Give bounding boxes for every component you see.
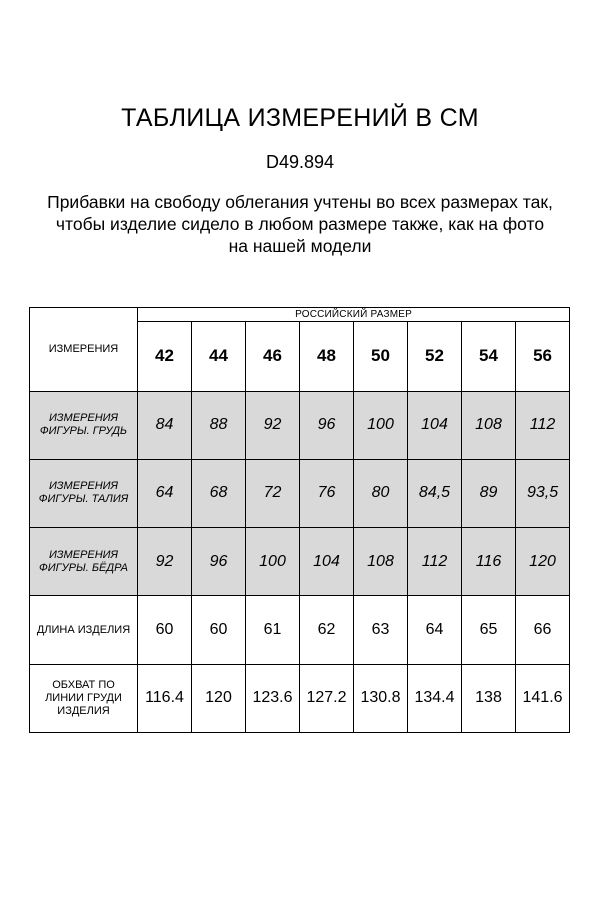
- table-cell: 130.8: [354, 664, 408, 732]
- row-label-line: ФИГУРЫ. ТАЛИЯ: [38, 493, 129, 506]
- table-row: [30, 528, 570, 596]
- row-label: [30, 459, 138, 527]
- table-cell: 72: [246, 459, 300, 527]
- size-header-cell: 46: [246, 322, 300, 391]
- table-cell: 112: [408, 528, 462, 596]
- page-title: ТАБЛИЦА ИЗМЕРЕНИЙ В СМ: [121, 104, 479, 132]
- table-cell: 120: [516, 528, 570, 596]
- table-cell: 68: [192, 459, 246, 527]
- fit-description-line: чтобы изделие сидело в любом размере также, как на фото: [55, 214, 545, 234]
- table-cell: 60: [138, 596, 192, 664]
- row-label-line: ИЗМЕРЕНИЯ: [48, 412, 119, 425]
- table-cell: 92: [246, 391, 300, 459]
- table-cell: 100: [246, 528, 300, 596]
- size-header-cell: 48: [300, 322, 354, 391]
- size-header-cell: 50: [354, 322, 408, 391]
- row-label-line: ИЗМЕРЕНИЯ: [48, 480, 119, 493]
- table-cell: 108: [354, 528, 408, 596]
- table-cell: 112: [516, 391, 570, 459]
- fit-description: [20, 191, 580, 257]
- row-label-line: ЛИНИИ ГРУДИ: [45, 691, 122, 704]
- table-row: [30, 459, 570, 527]
- size-header-cell: 44: [192, 322, 246, 391]
- table-cell: 84: [138, 391, 192, 459]
- table-cell: 84,5: [408, 459, 462, 527]
- row-label: [30, 664, 138, 732]
- table-cell: 116.4: [138, 664, 192, 732]
- russian-size-header: РОССИЙСКИЙ РАЗМЕР: [138, 308, 570, 322]
- table-row: [30, 664, 570, 732]
- size-table: [29, 307, 570, 733]
- table-cell: 62: [300, 596, 354, 664]
- table-cell: 138: [462, 664, 516, 732]
- table-cell: 93,5: [516, 459, 570, 527]
- table-cell: 66: [516, 596, 570, 664]
- table-cell: 88: [192, 391, 246, 459]
- table-cell: 100: [354, 391, 408, 459]
- product-code: D49.894: [265, 152, 335, 172]
- table-cell: 76: [300, 459, 354, 527]
- table-cell: 104: [408, 391, 462, 459]
- table-cell: 65: [462, 596, 516, 664]
- table-cell: 96: [192, 528, 246, 596]
- fit-description-line: Прибавки на свободу облегания учтены во всех размерах так,: [47, 192, 553, 212]
- table-cell: 123.6: [246, 664, 300, 732]
- table-cell: 61: [246, 596, 300, 664]
- row-label: [30, 528, 138, 596]
- row-label: [30, 596, 138, 664]
- row-label-line: ИЗМЕРЕНИЯ: [48, 548, 119, 561]
- table-cell: 63: [354, 596, 408, 664]
- table-cell: 120: [192, 664, 246, 732]
- size-header-cell: 52: [408, 322, 462, 391]
- row-label-line: ОБХВАТ ПО: [52, 678, 115, 691]
- table-cell: 96: [300, 391, 354, 459]
- measurements-header: ИЗМЕРЕНИЯ: [30, 308, 138, 392]
- size-header-cell: 54: [462, 322, 516, 391]
- table-cell: 104: [300, 528, 354, 596]
- table-cell: 141.6: [516, 664, 570, 732]
- table-cell: 134.4: [408, 664, 462, 732]
- table-cell: 60: [192, 596, 246, 664]
- row-label-line: ФИГУРЫ. ГРУДЬ: [39, 425, 128, 438]
- table-row: [30, 391, 570, 459]
- table-cell: 92: [138, 528, 192, 596]
- table-row: [30, 596, 570, 664]
- table-cell: 80: [354, 459, 408, 527]
- row-label-line: ИЗДЕЛИЯ: [57, 704, 110, 717]
- row-label-line: ДЛИНА ИЗДЕЛИЯ: [36, 623, 131, 636]
- size-header-cell: 56: [516, 322, 570, 391]
- table-cell: 64: [138, 459, 192, 527]
- row-label-line: ФИГУРЫ. БЁДРА: [39, 561, 128, 574]
- table-cell: 89: [462, 459, 516, 527]
- table-cell: 108: [462, 391, 516, 459]
- fit-description-line: на нашей модели: [228, 236, 372, 256]
- row-label: [30, 391, 138, 459]
- table-cell: 127.2: [300, 664, 354, 732]
- table-cell: 64: [408, 596, 462, 664]
- size-header-cell: 42: [138, 322, 192, 391]
- table-cell: 116: [462, 528, 516, 596]
